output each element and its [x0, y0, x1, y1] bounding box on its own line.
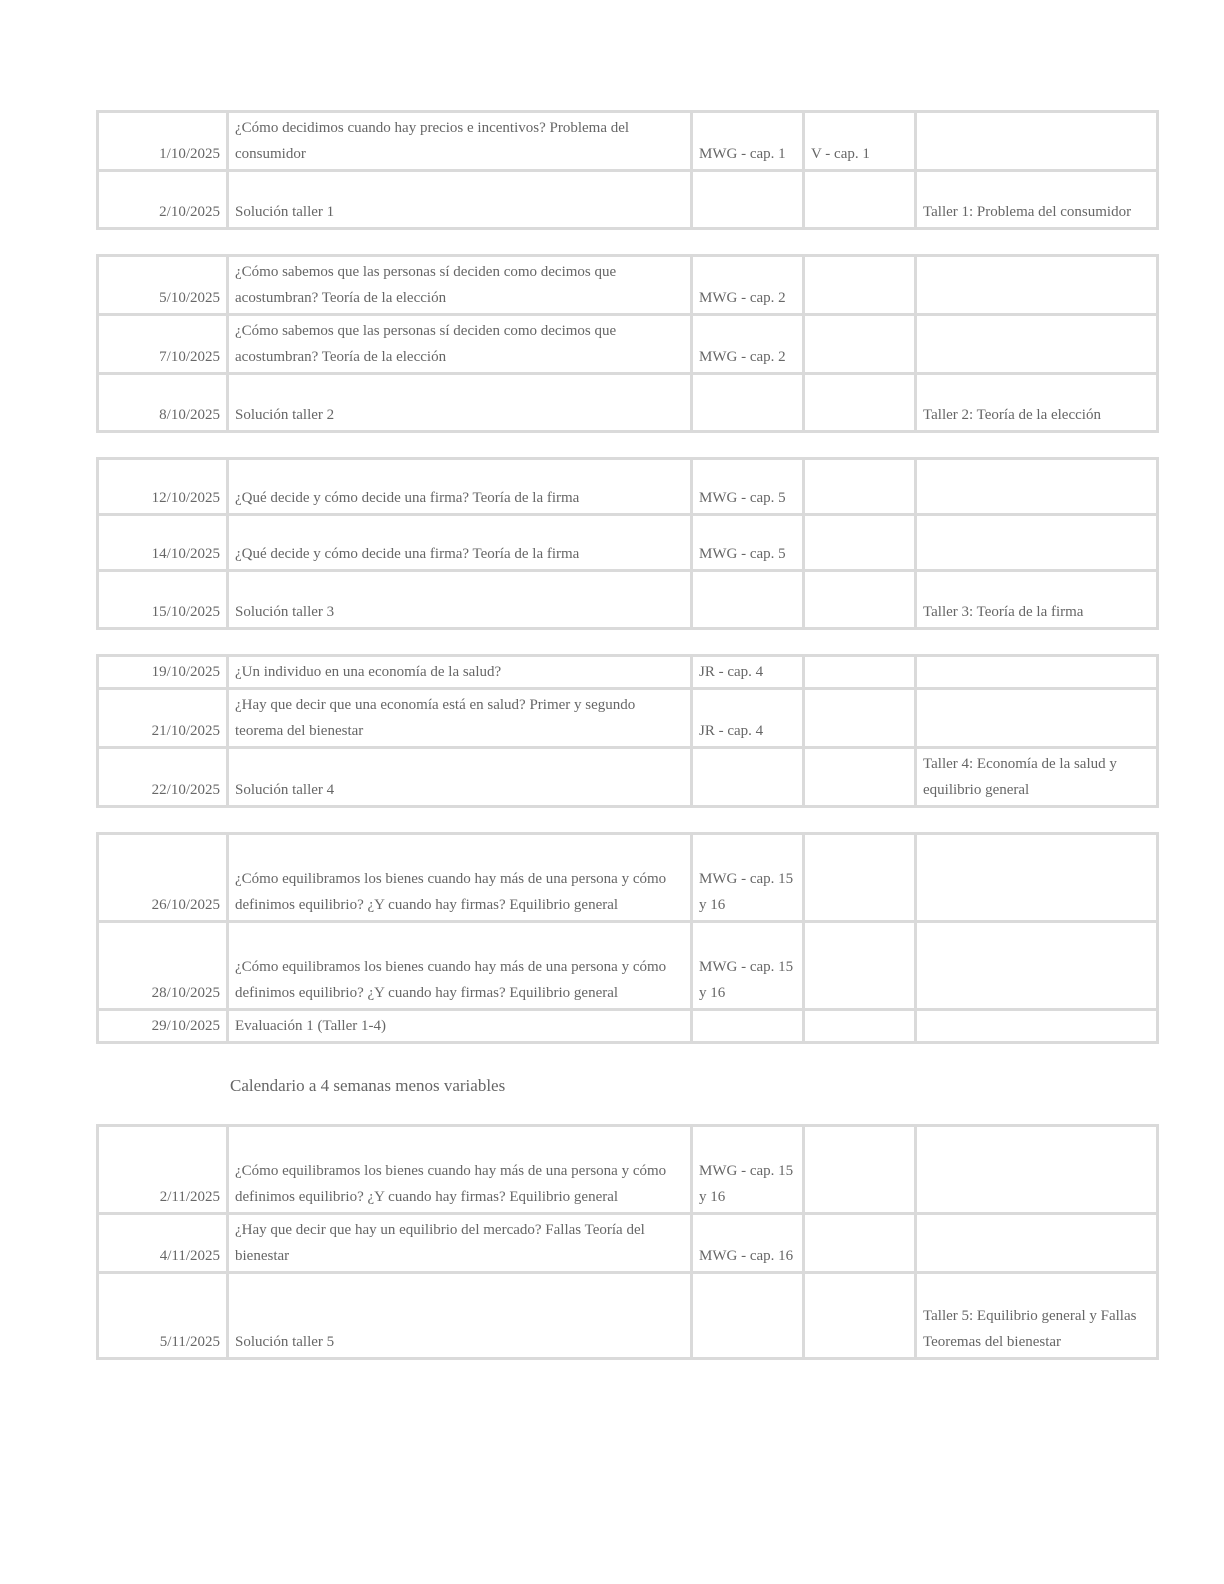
reading-primary — [692, 171, 804, 229]
reading-secondary — [804, 1273, 916, 1359]
assignment — [916, 834, 1158, 922]
table-row — [98, 656, 1158, 689]
table-row — [98, 1010, 1158, 1043]
table-row — [98, 374, 1158, 432]
session-topic: Evaluación 1 (Taller 1-4) — [228, 1010, 692, 1043]
schedule-table-4 — [96, 654, 1159, 808]
reading-primary — [692, 1273, 804, 1359]
reading-primary: MWG - cap. 2 — [692, 315, 804, 374]
reading-primary — [692, 374, 804, 432]
session-date: 14/10/2025 — [98, 515, 228, 571]
assignment — [916, 315, 1158, 374]
reading-secondary — [804, 689, 916, 748]
table-row — [98, 256, 1158, 315]
session-topic: ¿Qué decide y cómo decide una firma? Teoría de la firma — [228, 515, 692, 571]
session-topic: Solución taller 4 — [228, 748, 692, 807]
reading-secondary — [804, 748, 916, 807]
assignment — [916, 656, 1158, 689]
session-date: 2/10/2025 — [98, 171, 228, 229]
schedule-table-2 — [96, 254, 1159, 433]
reading-primary: JR - cap. 4 — [692, 656, 804, 689]
reading-secondary — [804, 922, 916, 1010]
reading-primary: MWG - cap. 15 y 16 — [692, 834, 804, 922]
table-row — [98, 922, 1158, 1010]
session-topic: ¿Cómo equilibramos los bienes cuando hay más de una persona y cómo definimos equilibrio? ¿Y cuando hay firmas? Equilibrio general — [228, 1126, 692, 1214]
reading-primary: MWG - cap. 15 y 16 — [692, 922, 804, 1010]
schedule-page — [96, 110, 1156, 1360]
table-row — [98, 1126, 1158, 1214]
table-row — [98, 1214, 1158, 1273]
assignment — [916, 112, 1158, 171]
reading-secondary — [804, 1010, 916, 1043]
reading-secondary — [804, 256, 916, 315]
table-row — [98, 834, 1158, 922]
session-date: 21/10/2025 — [98, 689, 228, 748]
session-date: 15/10/2025 — [98, 571, 228, 629]
session-date: 5/10/2025 — [98, 256, 228, 315]
reading-primary: MWG - cap. 15 y 16 — [692, 1126, 804, 1214]
reading-secondary — [804, 834, 916, 922]
reading-secondary — [804, 1126, 916, 1214]
session-date: 22/10/2025 — [98, 748, 228, 807]
session-topic: Solución taller 2 — [228, 374, 692, 432]
session-topic: ¿Cómo decidimos cuando hay precios e incentivos? Problema del consumidor — [228, 112, 692, 171]
schedule-table-6 — [96, 1124, 1159, 1360]
table-row — [98, 689, 1158, 748]
session-topic: ¿Cómo sabemos que las personas sí deciden como decimos que acostumbran? Teoría de la elección — [228, 315, 692, 374]
assignment — [916, 459, 1158, 515]
session-date: 29/10/2025 — [98, 1010, 228, 1043]
session-topic: Solución taller 1 — [228, 171, 692, 229]
reading-primary: MWG - cap. 5 — [692, 459, 804, 515]
session-topic: ¿Un individuo en una economía de la salud? — [228, 656, 692, 689]
reading-primary: JR - cap. 4 — [692, 689, 804, 748]
assignment: Taller 1: Problema del consumidor — [916, 171, 1158, 229]
assignment: Taller 4: Economía de la salud y equilibrio general — [916, 748, 1158, 807]
session-topic: Solución taller 5 — [228, 1273, 692, 1359]
table-row — [98, 1273, 1158, 1359]
reading-primary: MWG - cap. 16 — [692, 1214, 804, 1273]
session-topic: ¿Qué decide y cómo decide una firma? Teoría de la firma — [228, 459, 692, 515]
session-date: 4/11/2025 — [98, 1214, 228, 1273]
reading-primary: MWG - cap. 2 — [692, 256, 804, 315]
session-topic: ¿Cómo equilibramos los bienes cuando hay más de una persona y cómo definimos equilibrio? ¿Y cuando hay firmas? Equilibrio general — [228, 834, 692, 922]
reading-primary — [692, 571, 804, 629]
table-row — [98, 459, 1158, 515]
table-row — [98, 515, 1158, 571]
reading-secondary — [804, 1214, 916, 1273]
session-date: 19/10/2025 — [98, 656, 228, 689]
reading-secondary — [804, 171, 916, 229]
table-row — [98, 112, 1158, 171]
session-date: 7/10/2025 — [98, 315, 228, 374]
session-date: 5/11/2025 — [98, 1273, 228, 1359]
assignment: Taller 2: Teoría de la elección — [916, 374, 1158, 432]
session-date: 26/10/2025 — [98, 834, 228, 922]
session-topic: ¿Hay que decir que una economía está en salud? Primer y segundo teorema del bienestar — [228, 689, 692, 748]
session-date: 1/10/2025 — [98, 112, 228, 171]
session-date: 2/11/2025 — [98, 1126, 228, 1214]
assignment: Taller 3: Teoría de la firma — [916, 571, 1158, 629]
reading-secondary — [804, 459, 916, 515]
schedule-table-1 — [96, 110, 1159, 230]
reading-primary: MWG - cap. 1 — [692, 112, 804, 171]
assignment: Taller 5: Equilibrio general y Fallas Teoremas del bienestar — [916, 1273, 1158, 1359]
table-row — [98, 571, 1158, 629]
reading-secondary — [804, 571, 916, 629]
reading-secondary — [804, 374, 916, 432]
reading-secondary: V - cap. 1 — [804, 112, 916, 171]
schedule-table-3 — [96, 457, 1159, 630]
assignment — [916, 1010, 1158, 1043]
session-topic: ¿Hay que decir que hay un equilibrio del mercado? Fallas Teoría del bienestar — [228, 1214, 692, 1273]
reading-primary — [692, 748, 804, 807]
reading-secondary — [804, 656, 916, 689]
table-row — [98, 748, 1158, 807]
assignment — [916, 1126, 1158, 1214]
session-date: 28/10/2025 — [98, 922, 228, 1010]
reading-primary — [692, 1010, 804, 1043]
session-date: 8/10/2025 — [98, 374, 228, 432]
schedule-note: Calendario a 4 semanas menos variables — [230, 1076, 506, 1095]
session-topic: Solución taller 3 — [228, 571, 692, 629]
assignment — [916, 515, 1158, 571]
assignment — [916, 1214, 1158, 1273]
assignment — [916, 689, 1158, 748]
session-date: 12/10/2025 — [98, 459, 228, 515]
table-row — [98, 171, 1158, 229]
session-topic: ¿Cómo sabemos que las personas sí deciden como decimos que acostumbran? Teoría de la elección — [228, 256, 692, 315]
assignment — [916, 922, 1158, 1010]
reading-secondary — [804, 315, 916, 374]
session-topic: ¿Cómo equilibramos los bienes cuando hay más de una persona y cómo definimos equilibrio? ¿Y cuando hay firmas? Equilibrio general — [228, 922, 692, 1010]
table-row — [98, 315, 1158, 374]
schedule-table-5 — [96, 832, 1159, 1044]
assignment — [916, 256, 1158, 315]
reading-primary: MWG - cap. 5 — [692, 515, 804, 571]
reading-secondary — [804, 515, 916, 571]
